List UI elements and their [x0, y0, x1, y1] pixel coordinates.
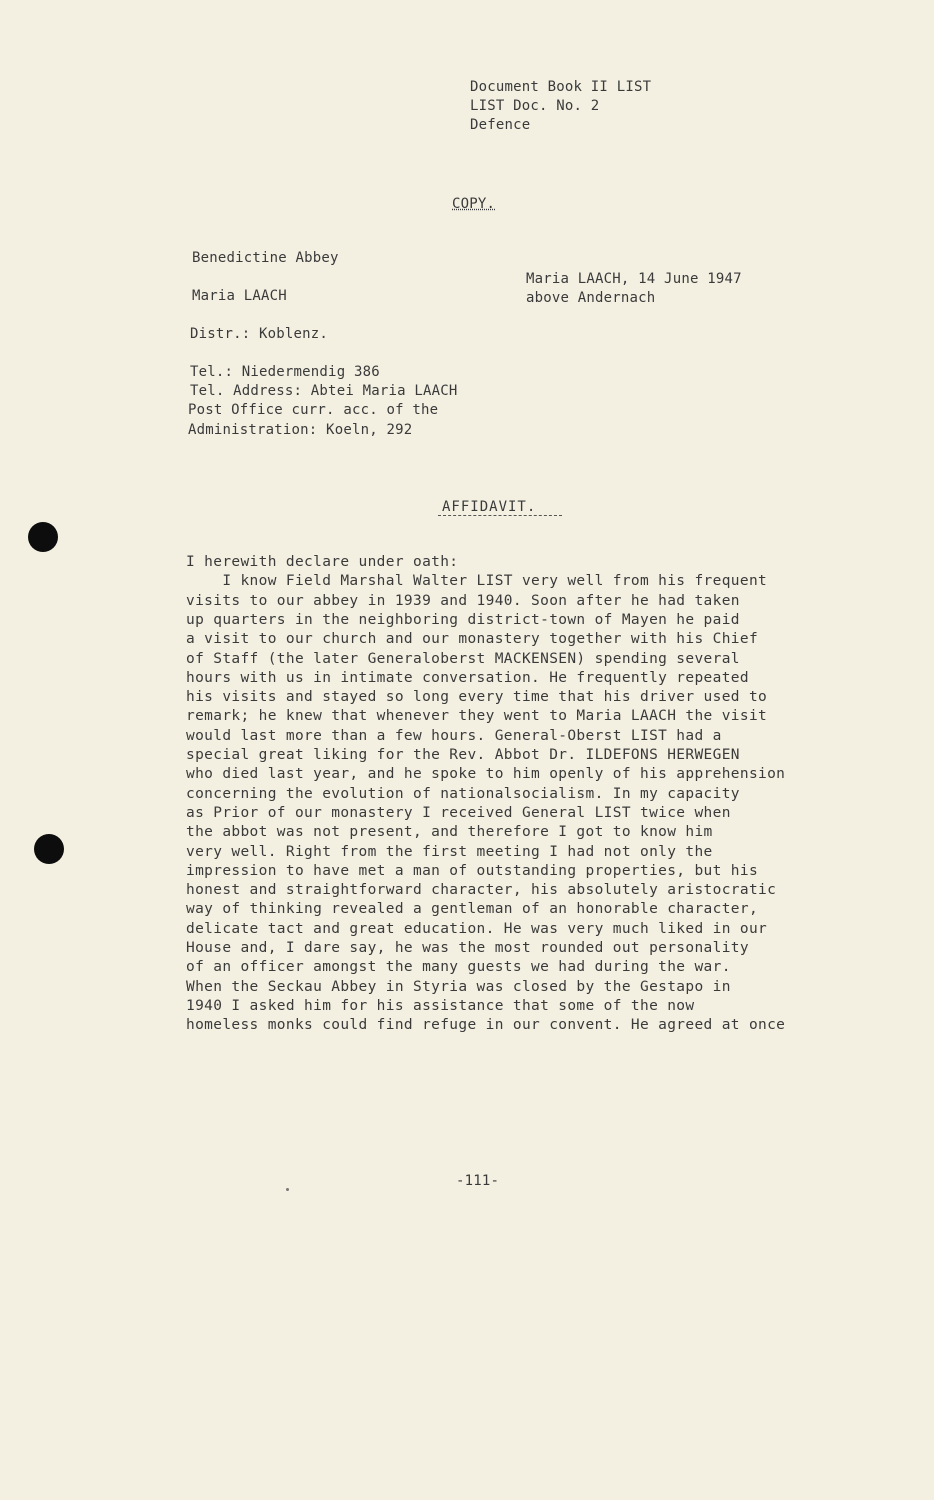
body-line: of an officer amongst the many guests we had during the war. — [186, 959, 731, 976]
body-line: who died last year, and he spoke to him openly of his apprehension — [186, 766, 786, 783]
place-date-line2: above Andernach — [526, 290, 656, 306]
punch-hole-top — [28, 522, 58, 552]
letterhead-district: Distr.: Koblenz. — [190, 326, 329, 342]
body-line: homeless monks could find refuge in our convent. He agreed at once — [186, 1017, 786, 1034]
body-line: delicate tact and great education. He was very much liked in our — [186, 920, 768, 937]
letterhead-place: Maria LAACH — [192, 288, 287, 304]
header-ref-line3: Defence — [470, 117, 531, 133]
body-line: would last more than a few hours. General-Oberst LIST had a — [186, 727, 722, 744]
header-ref-line1: Document Book II LIST — [470, 79, 652, 95]
letterhead-post-office: Post Office curr. acc. of the — [188, 402, 439, 418]
place-date-line1: Maria LAACH, 14 June 1947 — [526, 271, 742, 287]
body-line: hours with us in intimate conversation. He frequently repeated — [186, 669, 749, 686]
paper-speck — [286, 1188, 289, 1191]
body-line: a visit to our church and our monastery together with his Chief — [186, 631, 759, 648]
body-line: of Staff (the later Generaloberst MACKENSEN) spending several — [186, 650, 740, 667]
body-line: 1940 I asked him for his assistance that some of the now — [186, 997, 695, 1014]
body-line: special great liking for the Rev. Abbot Dr. ILDEFONS HERWEGEN — [186, 747, 740, 763]
body-line: his visits and stayed so long every time that his driver used to — [186, 689, 768, 706]
body-line: up quarters in the neighboring district-town of Mayen he paid — [186, 611, 740, 628]
header-ref-line2: LIST Doc. No. 2 — [470, 98, 600, 114]
punch-hole-bottom — [34, 834, 64, 864]
body-line: remark; he knew that whenever they went to Maria LAACH the visit — [186, 708, 768, 725]
body-line: way of thinking revealed a gentleman of an honorable character, — [186, 901, 759, 918]
copy-mark: COPY. — [452, 196, 496, 212]
letterhead-administration: Administration: Koeln, 292 — [188, 422, 413, 438]
body-line: impression to have met a man of outstanding properties, but his — [186, 862, 759, 879]
body-line: honest and straightforward character, his absolutely aristocratic — [186, 882, 777, 899]
letterhead-tel-address: Tel. Address: Abtei Maria LAACH — [190, 383, 458, 399]
body-line: When the Seckau Abbey in Styria was closed by the Gestapo in — [186, 978, 731, 995]
letterhead-tel: Tel.: Niedermendig 386 — [190, 364, 380, 380]
body-line: I herewith declare under oath: — [186, 554, 459, 570]
body-line: House and, I dare say, he was the most rounded out personality — [186, 940, 749, 956]
body-line: visits to our abbey in 1939 and 1940. Soon after he had taken — [186, 592, 740, 609]
page-number: -111- — [456, 1173, 500, 1189]
affidavit-title: AFFIDAVIT. — [442, 499, 537, 515]
letterhead-name: Benedictine Abbey — [192, 250, 339, 266]
body-line: concerning the evolution of nationalsocialism. In my capacity — [186, 785, 740, 802]
body-line: I know Field Marshal Walter LIST very well from his frequent — [186, 573, 768, 590]
body-line: very well. Right from the first meeting I had not only the — [186, 843, 713, 860]
title-underline — [438, 515, 562, 516]
body-line: as Prior of our monastery I received General LIST twice when — [186, 804, 731, 821]
body-line: the abbot was not present, and therefore I got to know him — [186, 824, 713, 841]
